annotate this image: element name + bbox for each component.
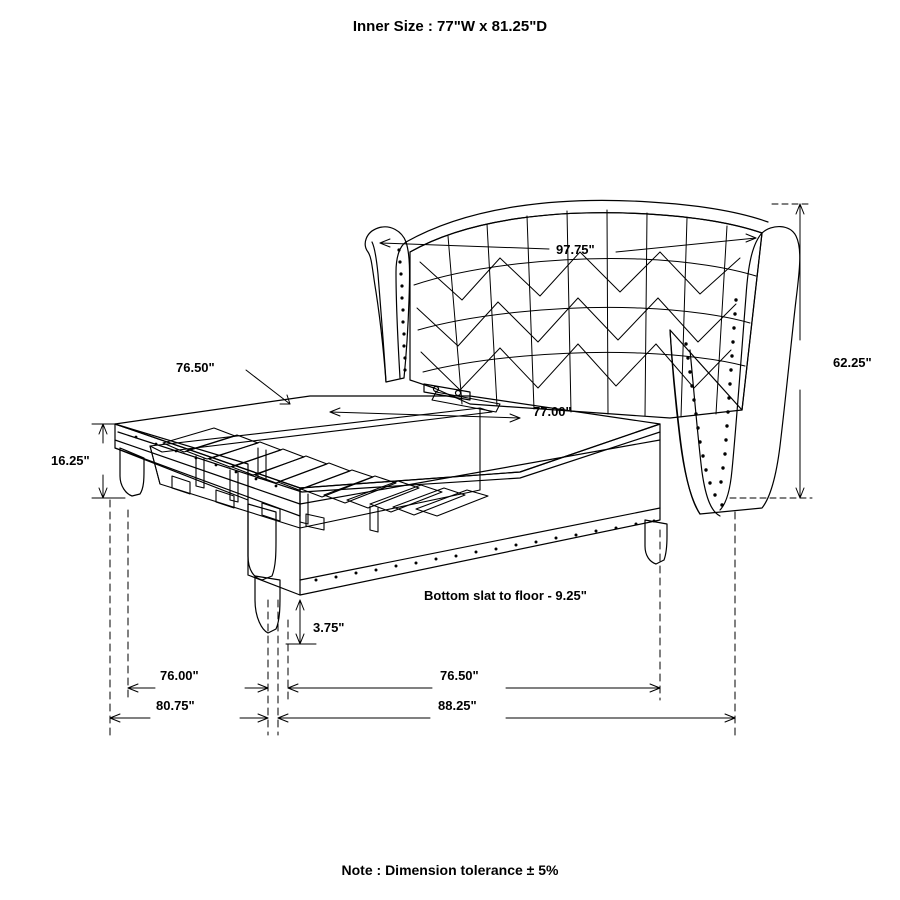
bottom-slat-to-floor-label: Bottom slat to floor - 9.25": [424, 588, 587, 603]
dim-bottom-width-outer-label: 80.75": [156, 698, 195, 713]
dim-headboard-width-line: [380, 243, 549, 249]
dim-leg-height-label: 3.75": [313, 620, 345, 635]
leader-slat-span: [246, 370, 290, 404]
frame-top-rim: [115, 396, 660, 488]
dim-headboard-width-label: 97.75": [556, 242, 595, 257]
dim-inner-width-line: [330, 412, 520, 418]
dim-headboard-height-label: 62.25": [833, 355, 872, 370]
bed-legs: [120, 448, 667, 633]
slat-system: [150, 392, 500, 532]
tolerance-note: Note : Dimension tolerance ± 5%: [341, 862, 559, 878]
dim-bottom-depth-outer-label: 88.25": [438, 698, 477, 713]
dim-inner-width-label: 77.00": [533, 404, 572, 419]
frame-left-rail: [115, 424, 300, 504]
dim-bottom-depth-inner-label: 76.50": [440, 668, 479, 683]
dim-bottom-width-inner-label: 76.00": [160, 668, 199, 683]
dim-slat-span-label: 76.50": [176, 360, 215, 375]
page-title: Inner Size : 77"W x 81.25"D: [352, 18, 548, 35]
dim-rail-height-label: 16.25": [51, 453, 90, 468]
headboard-left-wing: [365, 227, 409, 382]
